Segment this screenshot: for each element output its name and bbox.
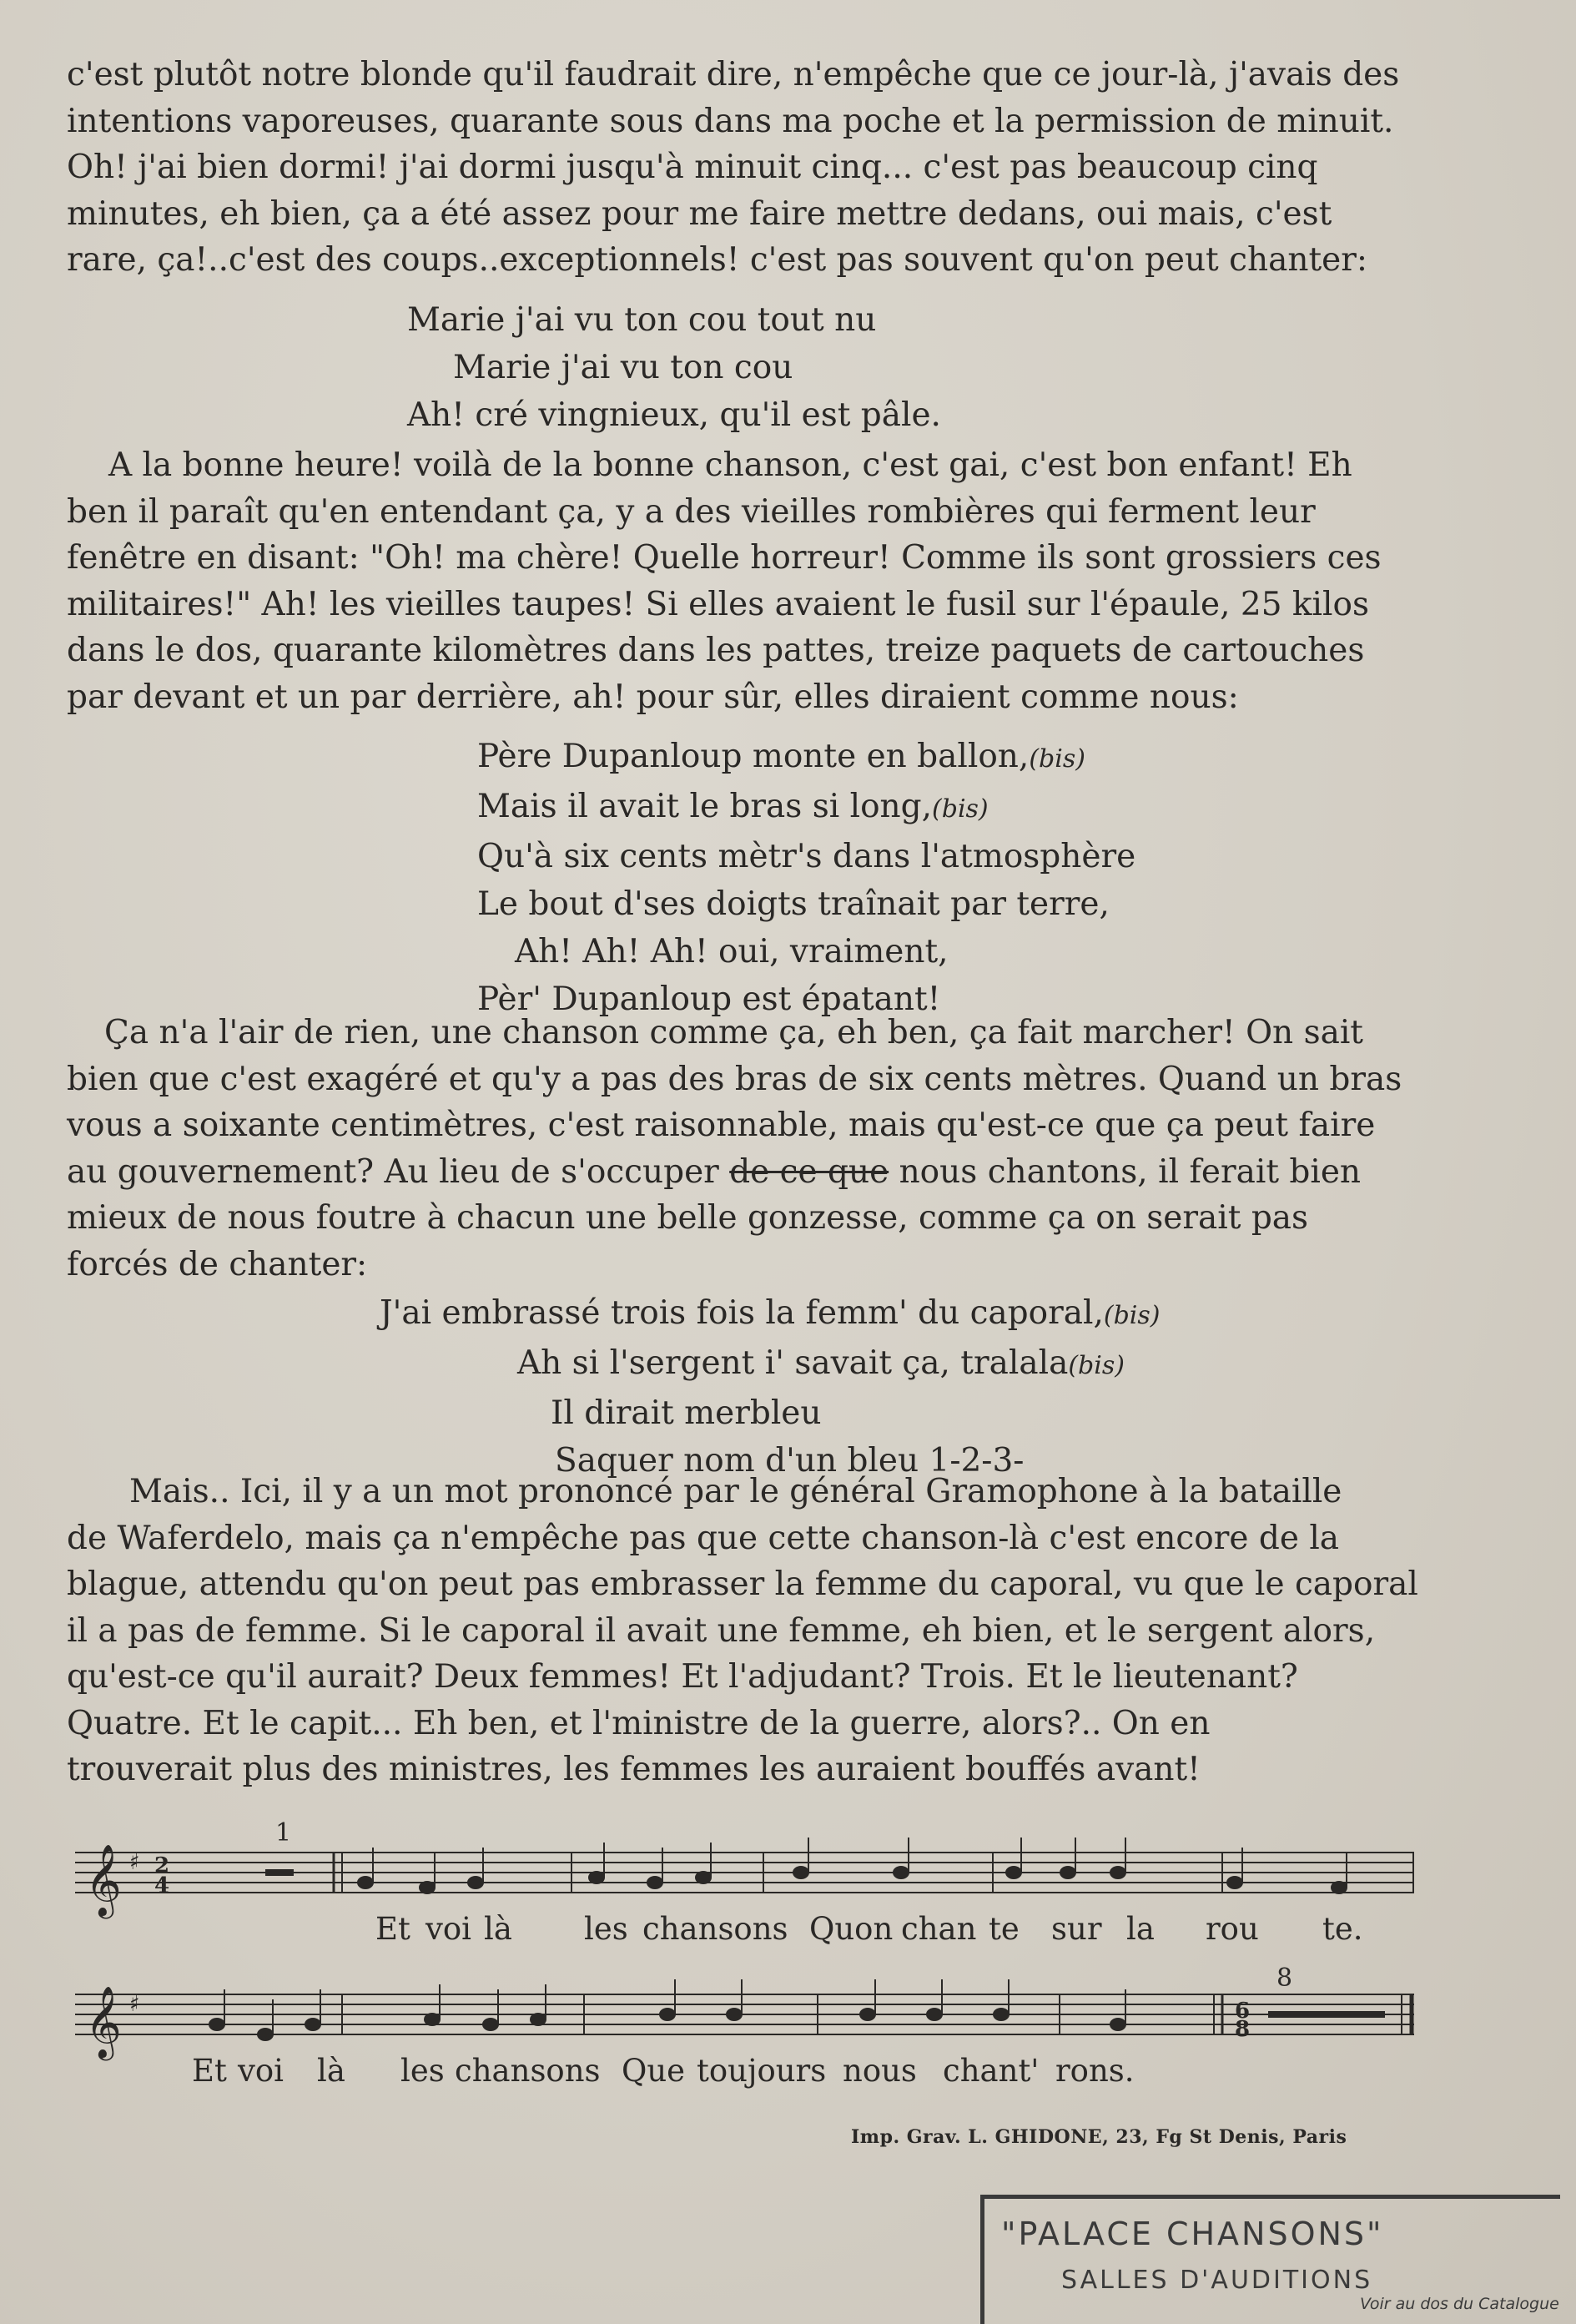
text-line: A la bonne heure! voilà de la bonne chanson, c'est gai, c'est bon enfant! Eh <box>108 446 1352 484</box>
verse-line: Qu'à six cents mètr's dans l'atmosphère <box>477 838 1136 875</box>
end-time-sig-top: 6 <box>1235 1999 1251 2024</box>
text-line: par devant et un par derrière, ah! pour sûr, elles diraient comme nous: <box>67 678 1239 716</box>
text-line: Mais.. Ici, il y a un mot prononcé par le général Gramophone à la bataille <box>129 1473 1342 1510</box>
multi-rest-icon <box>1268 2011 1385 2018</box>
lyric: voi <box>425 1911 472 1947</box>
stamp-subtitle: SALLES D'AUDITIONS <box>1061 2266 1373 2295</box>
text-line: vous a soixante centimètres, c'est raisonnable, mais qu'est-ce que ça peut faire <box>67 1107 1376 1144</box>
text-line: de Waferdelo, mais ça n'empêche pas que cette chanson-là c'est encore de la <box>67 1519 1340 1557</box>
lyric: toujours <box>697 2053 827 2089</box>
paragraph-4 <box>67 1469 1468 1793</box>
paragraph-3 <box>67 1010 1468 1288</box>
lyric: chant' <box>943 2053 1040 2089</box>
treble-clef-icon: 𝄞 <box>85 1986 122 2058</box>
end-time-sig-bottom: 8 <box>1235 2017 1251 2042</box>
printer-imprint: Imp. Grav. L. GHIDONE, 23, Fg St Denis, Paris <box>851 2126 1347 2148</box>
notes-staff-1 <box>358 1838 1347 1893</box>
lyric: la <box>1126 1911 1155 1947</box>
lyric: Et <box>192 2053 227 2089</box>
text-line: Quatre. Et le capit... Eh ben, et l'ministre de la guerre, alors?.. On en <box>67 1704 1211 1742</box>
lyric: les <box>400 2053 445 2089</box>
verse-line: Il dirait merbleu <box>551 1394 822 1432</box>
text-line: forcés de chanter: <box>67 1245 368 1283</box>
palace-chansons-stamp <box>980 2195 1560 2324</box>
verse-line: Le bout d'ses doigts traînait par terre, <box>477 885 1110 923</box>
text-line: au gouvernement? Au lieu de s'occuper de ce que nous chantons, il ferait bien <box>67 1152 1362 1191</box>
lyric: les <box>584 1911 628 1947</box>
text-line: il a pas de femme. Si le caporal il avait une femme, eh bien, et le sergent alors, <box>67 1611 1376 1650</box>
time-sig-top: 2 <box>154 1853 170 1878</box>
lyric: là <box>484 1911 512 1947</box>
lyric: Que <box>622 2053 686 2089</box>
lyric: chan <box>901 1911 977 1947</box>
paragraph-2 <box>67 442 1468 720</box>
lyric: Et <box>375 1911 410 1947</box>
verse-line: J'ai embrassé trois fois la femm' du caporal,(bis) <box>380 1294 1161 1332</box>
lyric: nous <box>843 2053 917 2089</box>
text-line: rare, ça!..c'est des coups..exceptionnels! c'est pas souvent qu'on peut chanter: <box>67 241 1367 279</box>
bis-mark: (bis) <box>1029 744 1085 774</box>
end-rest-number: 8 <box>1276 1964 1293 1993</box>
lyric: là <box>317 2053 345 2089</box>
verse-line: Marie j'ai vu ton cou tout nu <box>407 301 877 339</box>
verse-line: Pèr' Dupanloup est épatant! <box>477 981 941 1018</box>
verse-2 <box>477 733 1135 1023</box>
verse-line: Ah! cré vingnieux, qu'il est pâle. <box>407 396 941 434</box>
time-sig-bottom: 4 <box>154 1873 170 1898</box>
text-line: dans le dos, quarante kilomètres dans les pattes, treize paquets de cartouches <box>67 632 1365 669</box>
text-line: c'est plutôt notre blonde qu'il faudrait dire, n'empêche que ce jour-là, j'avais des <box>67 56 1400 93</box>
lyric: rou <box>1206 1911 1259 1947</box>
verse-line: Ah si l'sergent i' savait ça, tralala(bis) <box>517 1344 1125 1382</box>
verse-line: Mais il avait le bras si long,(bis) <box>477 788 989 825</box>
lyric: te. <box>1322 1911 1363 1947</box>
stamp-title: "PALACE CHANSONS" <box>1001 2216 1384 2252</box>
text-line: ben il paraît qu'en entendant ça, y a des vieilles rombières qui ferment leur <box>67 492 1316 531</box>
text-line: blague, attendu qu'on peut pas embrasser la femme du caporal, vu que le caporal <box>67 1565 1418 1603</box>
verse-line: Saquer nom d'un bleu 1-2-3- <box>555 1442 1025 1480</box>
bis-mark: (bis) <box>1068 1351 1125 1380</box>
text-line: mieux de nous foutre à chacun une belle gonzesse, comme ça on serait pas <box>67 1199 1309 1237</box>
treble-clef-icon: 𝄞 <box>85 1844 122 1916</box>
lyric: te <box>989 1911 1020 1947</box>
notes-staff-2 <box>209 1979 1125 2040</box>
text-line: trouverait plus des ministres, les femmes les auraient bouffés avant! <box>67 1751 1201 1788</box>
verse-line: Marie j'ai vu ton cou <box>453 349 793 386</box>
text-line: fenêtre en disant: "Oh! ma chère! Quelle horreur! Comme ils sont grossiers ces <box>67 539 1382 577</box>
text-line: minutes, eh bien, ça a été assez pour me faire mettre dedans, oui mais, c'est <box>67 194 1332 233</box>
lyric: Quon <box>809 1911 894 1947</box>
lyric: voi <box>238 2053 284 2089</box>
verse-1 <box>407 296 941 439</box>
staff-2 <box>75 1994 1414 2034</box>
lyric: chansons <box>455 2053 601 2089</box>
lyric: rons. <box>1055 2053 1135 2089</box>
stamp-note: Voir au dos du Catalogue <box>1360 2295 1559 2313</box>
verse-3 <box>380 1289 1161 1485</box>
music-staff-svg <box>67 1811 1485 2161</box>
bis-mark: (bis) <box>1103 1301 1161 1330</box>
text-line: militaires!" Ah! les vieilles taupes! Si elles avaient le fusil sur l'épaule, 25 kilos <box>67 585 1369 623</box>
struck-text: de ce que <box>729 1152 889 1191</box>
multi-rest-icon <box>265 1869 294 1876</box>
verse-line: Ah! Ah! Ah! oui, vraiment, <box>515 933 949 970</box>
lyric: sur <box>1051 1911 1102 1947</box>
lyric: chansons <box>642 1911 788 1947</box>
key-sharp-icon: ♯ <box>129 1992 140 2017</box>
text-line: bien que c'est exagéré et qu'y a pas des bras de six cents mètres. Quand un bras <box>67 1060 1402 1098</box>
music-score <box>67 1811 1485 2161</box>
rest-measure-number: 1 <box>275 1818 292 1848</box>
text-line: qu'est-ce qu'il aurait? Deux femmes! Et l'adjudant? Trois. Et le lieutenant? <box>67 1658 1298 1696</box>
verse-line: Père Dupanloup monte en ballon,(bis) <box>477 738 1085 775</box>
text-line: Oh! j'ai bien dormi! j'ai dormi jusqu'à minuit cinq... c'est pas beaucoup cinq <box>67 149 1318 186</box>
text-line: intentions vaporeuses, quarante sous dans ma poche et la permission de minuit. <box>67 102 1394 140</box>
key-sharp-icon: ♯ <box>129 1850 140 1875</box>
bis-mark: (bis) <box>932 794 989 824</box>
text-line: Ça n'a l'air de rien, une chanson comme ça, eh ben, ça fait marcher! On sait <box>104 1014 1363 1051</box>
paragraph-1 <box>67 52 1468 284</box>
